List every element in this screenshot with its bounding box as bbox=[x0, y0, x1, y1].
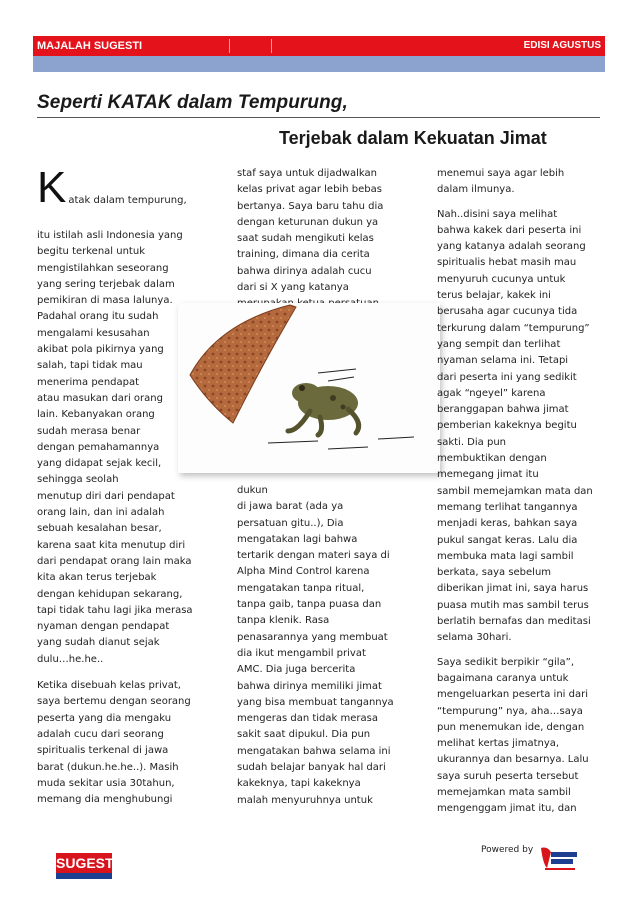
opening-text: atak dalam tempurung, bbox=[68, 195, 187, 206]
article-subtitle: Terjebak dalam Kekuatan Jimat bbox=[279, 128, 547, 148]
paragraph: dukun di jawa barat (ada ya persatuan gitu..), Dia mengatakan lagi bahwa tertarik dengan materi saya di Alpha Mind Control karena mengatakan tanpa ritual, tanpa gaib, tanpa puasa dan tanpa klenik. Rasa penasarannya yang membuat dia ikut mengambil privat AMC. Dia juga bercerita bahwa dirinya memiliki jimat yang bisa membuat tangannya mengeras dan tidak merasa sakit saat dipukul. Dia pun mengatakan bahwa selama ini sudah belajar banyak hal dari kakeknya, tapi kakeknya malah menyuruhnya untuk bbox=[237, 485, 394, 806]
article-column-1 bbox=[37, 163, 212, 814]
paragraph: Saya sedikit berpikir “gila”, bagaimana caranya untuk mengeluarkan peserta ini dari “tempurung” nya, aha…saya pun menemukan ide, dengan melihat kertas jimatnya, ukurannya dan besarnya. Lalu saya suruh peserta tersebut memejamkan mata sambil mengenggam jimat itu, dan bbox=[437, 656, 589, 815]
masthead-divider bbox=[229, 39, 230, 53]
sponsor-logo bbox=[537, 844, 581, 874]
article-column-3 bbox=[437, 166, 612, 824]
sugesti-logo-stripe bbox=[56, 873, 112, 879]
paragraph: menemui saya agar lebih dalam ilmunya. bbox=[437, 168, 565, 196]
article-column-2-top bbox=[237, 166, 412, 319]
powered-by-label: Powered by bbox=[481, 845, 534, 855]
sugesti-logo bbox=[56, 853, 118, 879]
sponsor-logo-icon bbox=[537, 844, 581, 874]
article-title: Seperti KATAK dalam Tempurung, bbox=[37, 92, 348, 113]
paragraph: itu istilah asli Indonesia yang begitu terkenal untuk mengistilahkan seseorang yang sering terjebak dalam pemikiran di masa lalunya. Padahal orang itu sudah mengalami kesusahan akibat pola pikirnya yang salah, tapi tidak mau menerima pendapat atau masukan dari orang lain. Kebanyakan orang sudah merasa benar dengan pemahamannya yang didapat sejak kecil, sehingga seolah menutup diri dari pendapat orang lain, dan ini adalah sebuah kesalahan besar, karena saat kita menutup diri dari pendapat orang lain maka kita akan terus terjebak dengan kehidupan sekarang, tapi tidak tahu lagi jika merasa nyaman dengan pendapat yang sudah dianut sejak dulu…he.he.. bbox=[37, 230, 193, 665]
paragraph: Nah..disini saya melihat bahwa kakek dari peserta ini yang katanya adalah seorang spiritualis hebat masih mau menyuruh cucunya untuk terus belajar, kakek ini berusaha agar cucunya tida terkurung dalam “tempurung” yang sempit dan terlihat nyaman selama ini. Tetapi dari peserta ini yang sedikit agak “ngeyel” karena beranggapan bahwa jimat pemberian kakeknya begitu sakti. Dia pun membuktikan dengan memegang jimat itu sambil memejamkan mata dan memang terlihat tangannya menjadi keras, bahkan saya pukul sangat keras. Lalu dia membuka mata lagi sambil berkata, saya sebelum diberikan jimat ini, saya harus puasa mutih mas sambil terus berlatih bernafas dan meditasi selama 30hari. bbox=[437, 208, 593, 644]
drop-cap: K bbox=[37, 163, 67, 212]
masthead-divider bbox=[271, 39, 272, 53]
edition-label: EDISI AGUSTUS bbox=[523, 40, 601, 51]
masthead-blue-bar bbox=[33, 56, 605, 72]
masthead-bar bbox=[33, 36, 605, 56]
magazine-name: MAJALAH SUGESTI bbox=[37, 40, 143, 52]
frog-shell-image bbox=[178, 303, 440, 473]
paragraph: staf saya untuk dijadwalkan kelas privat agar lebih bebas bertanya. Saya baru tahu dia dengan keturunan dukun ya saat sudah mengikuti kelas training, dimana dia cerita bahwa dirinya adalah cucu dari si X yang katanya bbox=[237, 168, 384, 294]
opening-line bbox=[37, 163, 212, 224]
paragraph: Ketika disebuah kelas privat, saya bertemu dengan seorang peserta yang dia mengaku adalah cucu dari seorang spiritualis terkenal di jawa barat (dukun.he.he..). Masih muda sekitar usia 30tahun, memang dia menghubungi bbox=[37, 680, 191, 806]
sugesti-logo-text: SUGESTI bbox=[56, 855, 118, 871]
article-column-2-bottom bbox=[237, 483, 412, 815]
frog-shell-illustration bbox=[178, 303, 440, 473]
title-divider bbox=[37, 117, 600, 118]
